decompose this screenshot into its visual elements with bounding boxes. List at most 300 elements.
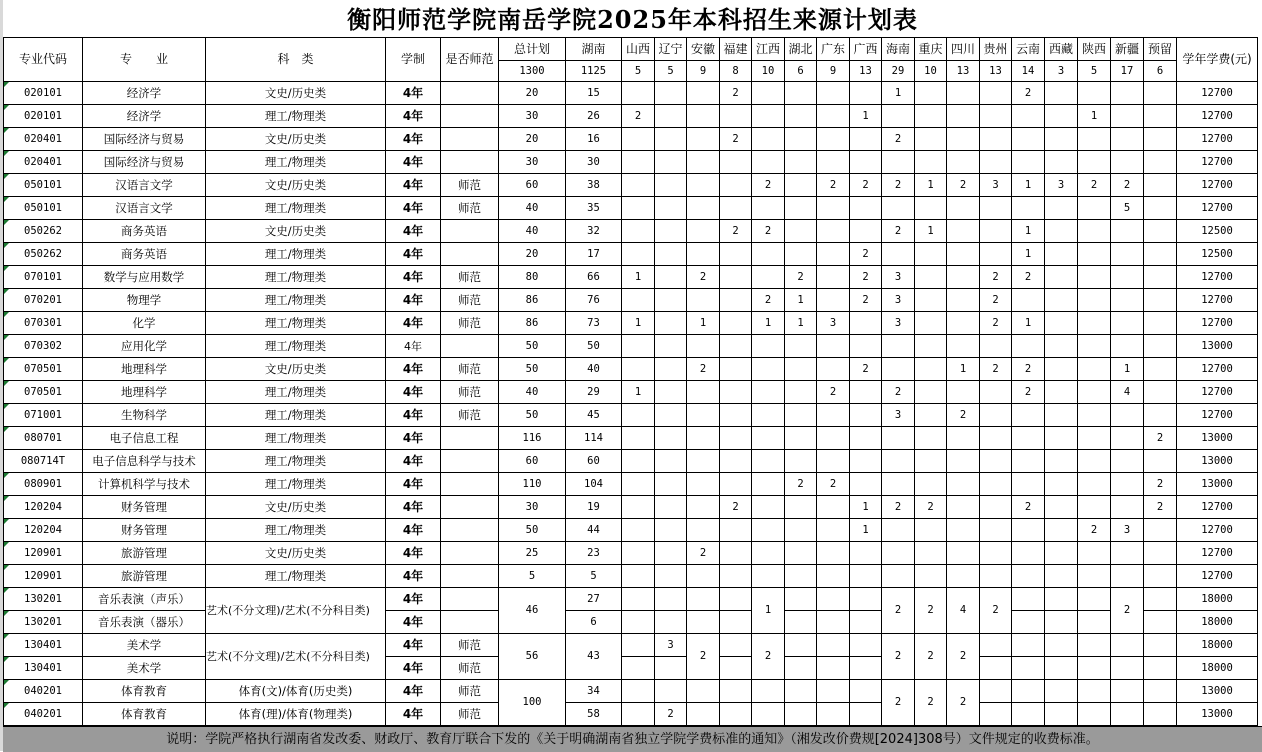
- province-plan-cell[interactable]: 2: [882, 588, 915, 634]
- province-plan-cell[interactable]: [817, 151, 850, 174]
- category-cell[interactable]: 理工/物理类: [206, 519, 386, 542]
- fee-cell[interactable]: 12700: [1177, 565, 1258, 588]
- fee-cell[interactable]: 13000: [1177, 427, 1258, 450]
- normal-flag-cell[interactable]: [441, 243, 499, 266]
- province-plan-cell[interactable]: [915, 197, 947, 220]
- province-plan-cell[interactable]: [1045, 588, 1078, 611]
- total-plan-cell[interactable]: 100: [499, 680, 566, 726]
- province-plan-cell[interactable]: [785, 128, 817, 151]
- province-plan-cell[interactable]: [1078, 634, 1111, 657]
- province-plan-cell[interactable]: 2: [1144, 427, 1177, 450]
- province-plan-cell[interactable]: 2: [980, 289, 1012, 312]
- province-plan-cell[interactable]: [980, 243, 1012, 266]
- duration-cell[interactable]: 4年: [386, 266, 441, 289]
- province-plan-cell[interactable]: [1045, 611, 1078, 634]
- category-cell[interactable]: 体育(理)/体育(物理类): [206, 703, 386, 726]
- province-plan-cell[interactable]: [850, 473, 882, 496]
- province-plan-cell[interactable]: 2: [850, 266, 882, 289]
- province-plan-cell[interactable]: [1111, 657, 1144, 680]
- province-plan-cell[interactable]: [752, 565, 785, 588]
- province-plan-cell[interactable]: 1: [785, 289, 817, 312]
- province-plan-cell[interactable]: [752, 151, 785, 174]
- total-plan-cell[interactable]: 46: [499, 588, 566, 634]
- province-plan-cell[interactable]: [1045, 197, 1078, 220]
- province-plan-cell[interactable]: [980, 473, 1012, 496]
- province-plan-cell[interactable]: 2: [752, 289, 785, 312]
- province-plan-cell[interactable]: [785, 197, 817, 220]
- province-plan-cell[interactable]: [785, 496, 817, 519]
- province-plan-cell[interactable]: [817, 243, 850, 266]
- province-plan-cell[interactable]: 2: [850, 289, 882, 312]
- province-plan-cell[interactable]: [687, 473, 720, 496]
- province-plan-cell[interactable]: [622, 358, 655, 381]
- province-plan-cell[interactable]: [720, 634, 752, 657]
- category-cell[interactable]: 理工/物理类: [206, 243, 386, 266]
- province-plan-cell[interactable]: 2: [817, 174, 850, 197]
- normal-flag-cell[interactable]: [441, 450, 499, 473]
- province-plan-cell[interactable]: [622, 174, 655, 197]
- major-name-cell[interactable]: 地理科学: [83, 381, 206, 404]
- fee-cell[interactable]: 12700: [1177, 197, 1258, 220]
- normal-flag-cell[interactable]: [441, 105, 499, 128]
- province-plan-cell[interactable]: [1144, 634, 1177, 657]
- province-plan-cell[interactable]: [1045, 657, 1078, 680]
- major-name-cell[interactable]: 体育教育: [83, 703, 206, 726]
- province-plan-cell[interactable]: [947, 473, 980, 496]
- province-plan-cell[interactable]: [817, 427, 850, 450]
- province-plan-cell[interactable]: 1: [1012, 220, 1045, 243]
- major-name-cell[interactable]: 经济学: [83, 105, 206, 128]
- province-plan-cell[interactable]: [817, 358, 850, 381]
- province-plan-cell[interactable]: [1078, 243, 1111, 266]
- major-code-cell[interactable]: [4, 266, 83, 289]
- province-plan-cell[interactable]: 1: [1078, 105, 1111, 128]
- province-plan-cell[interactable]: [850, 312, 882, 335]
- province-plan-cell[interactable]: [1144, 519, 1177, 542]
- province-plan-cell[interactable]: [1012, 151, 1045, 174]
- province-plan-cell[interactable]: 2: [720, 128, 752, 151]
- province-plan-cell[interactable]: [1045, 151, 1078, 174]
- province-plan-cell[interactable]: 2: [882, 634, 915, 680]
- province-plan-cell[interactable]: [882, 473, 915, 496]
- province-plan-cell[interactable]: [687, 197, 720, 220]
- duration-cell[interactable]: 4年: [386, 588, 441, 611]
- province-plan-cell[interactable]: [915, 289, 947, 312]
- province-plan-cell[interactable]: [1012, 335, 1045, 358]
- province-plan-cell[interactable]: [1078, 588, 1111, 611]
- province-plan-cell[interactable]: [947, 243, 980, 266]
- normal-flag-cell[interactable]: [441, 82, 499, 105]
- province-plan-cell[interactable]: [752, 404, 785, 427]
- province-plan-cell[interactable]: [655, 266, 687, 289]
- major-code-cell[interactable]: [4, 82, 83, 105]
- province-plan-cell[interactable]: [915, 128, 947, 151]
- province-plan-cell[interactable]: [622, 588, 655, 611]
- province-plan-cell[interactable]: [655, 381, 687, 404]
- normal-flag-cell[interactable]: [441, 519, 499, 542]
- province-plan-cell[interactable]: 2: [980, 312, 1012, 335]
- province-plan-cell[interactable]: [785, 335, 817, 358]
- province-plan-cell[interactable]: [980, 381, 1012, 404]
- major-name-cell[interactable]: 商务英语: [83, 243, 206, 266]
- province-plan-cell[interactable]: [817, 289, 850, 312]
- province-plan-cell[interactable]: [947, 82, 980, 105]
- province-plan-cell[interactable]: [980, 427, 1012, 450]
- province-plan-cell[interactable]: 2: [947, 634, 980, 680]
- province-plan-cell[interactable]: [785, 381, 817, 404]
- fee-cell[interactable]: 12700: [1177, 381, 1258, 404]
- province-plan-cell[interactable]: [687, 565, 720, 588]
- province-plan-cell[interactable]: [622, 611, 655, 634]
- province-plan-cell[interactable]: [1144, 105, 1177, 128]
- category-cell[interactable]: 文史/历史类: [206, 496, 386, 519]
- province-plan-cell[interactable]: [785, 588, 817, 611]
- province-plan-cell[interactable]: [1078, 680, 1111, 703]
- province-plan-cell[interactable]: 3: [817, 312, 850, 335]
- province-plan-cell[interactable]: [915, 82, 947, 105]
- province-plan-cell[interactable]: [947, 197, 980, 220]
- total-plan-cell[interactable]: 80: [499, 266, 566, 289]
- normal-flag-cell[interactable]: [441, 588, 499, 611]
- category-cell[interactable]: 理工/物理类: [206, 427, 386, 450]
- major-name-cell[interactable]: 数学与应用数学: [83, 266, 206, 289]
- normal-flag-cell[interactable]: 师范: [441, 634, 499, 657]
- province-plan-cell[interactable]: [720, 542, 752, 565]
- province-plan-cell[interactable]: [850, 220, 882, 243]
- province-plan-cell[interactable]: 2: [882, 128, 915, 151]
- province-plan-cell[interactable]: 1: [1012, 312, 1045, 335]
- province-plan-cell[interactable]: [1078, 381, 1111, 404]
- province-plan-cell[interactable]: [915, 243, 947, 266]
- province-plan-cell[interactable]: [915, 381, 947, 404]
- province-plan-cell[interactable]: [1144, 312, 1177, 335]
- major-name-cell[interactable]: 财务管理: [83, 496, 206, 519]
- province-plan-cell[interactable]: 2: [1012, 266, 1045, 289]
- province-plan-cell[interactable]: [980, 496, 1012, 519]
- province-plan-cell[interactable]: [687, 611, 720, 634]
- province-plan-cell[interactable]: [817, 128, 850, 151]
- province-plan-cell[interactable]: 2: [947, 404, 980, 427]
- province-plan-cell[interactable]: [915, 404, 947, 427]
- duration-cell[interactable]: 4年: [386, 634, 441, 657]
- major-name-cell[interactable]: 物理学: [83, 289, 206, 312]
- duration-cell[interactable]: 4年: [386, 496, 441, 519]
- province-plan-cell[interactable]: 1: [850, 496, 882, 519]
- province-plan-cell[interactable]: [850, 611, 882, 634]
- category-cell[interactable]: 理工/物理类: [206, 105, 386, 128]
- province-plan-cell[interactable]: [1012, 703, 1045, 726]
- major-code-cell[interactable]: [4, 358, 83, 381]
- province-plan-cell[interactable]: [1111, 243, 1144, 266]
- province-plan-cell[interactable]: 1: [915, 174, 947, 197]
- province-plan-cell[interactable]: [850, 680, 882, 703]
- province-plan-cell[interactable]: [947, 496, 980, 519]
- province-plan-cell[interactable]: 2: [1144, 496, 1177, 519]
- hunan-plan-cell[interactable]: 26: [566, 105, 622, 128]
- province-plan-cell[interactable]: [817, 588, 850, 611]
- province-plan-cell[interactable]: 2: [1012, 381, 1045, 404]
- province-plan-cell[interactable]: [655, 243, 687, 266]
- province-plan-cell[interactable]: [915, 519, 947, 542]
- province-plan-cell[interactable]: [882, 358, 915, 381]
- province-plan-cell[interactable]: [1045, 680, 1078, 703]
- province-plan-cell[interactable]: 3: [882, 404, 915, 427]
- province-plan-cell[interactable]: [687, 174, 720, 197]
- province-plan-cell[interactable]: [622, 634, 655, 657]
- major-name-cell[interactable]: 音乐表演（器乐）: [83, 611, 206, 634]
- province-plan-cell[interactable]: [655, 588, 687, 611]
- province-plan-cell[interactable]: [980, 105, 1012, 128]
- hunan-plan-cell[interactable]: 44: [566, 519, 622, 542]
- total-plan-cell[interactable]: 60: [499, 174, 566, 197]
- normal-flag-cell[interactable]: 师范: [441, 703, 499, 726]
- province-plan-cell[interactable]: [817, 565, 850, 588]
- province-plan-cell[interactable]: 1: [1012, 174, 1045, 197]
- province-plan-cell[interactable]: [1012, 565, 1045, 588]
- province-plan-cell[interactable]: [947, 542, 980, 565]
- province-plan-cell[interactable]: [655, 289, 687, 312]
- province-plan-cell[interactable]: [655, 197, 687, 220]
- province-plan-cell[interactable]: [622, 128, 655, 151]
- fee-cell[interactable]: 18000: [1177, 634, 1258, 657]
- province-plan-cell[interactable]: 2: [915, 680, 947, 726]
- major-code-cell[interactable]: [4, 611, 83, 634]
- province-plan-cell[interactable]: [1078, 220, 1111, 243]
- duration-cell[interactable]: 4年: [386, 519, 441, 542]
- province-plan-cell[interactable]: [1078, 427, 1111, 450]
- total-plan-cell[interactable]: 50: [499, 519, 566, 542]
- province-plan-cell[interactable]: [947, 381, 980, 404]
- province-plan-cell[interactable]: [687, 151, 720, 174]
- normal-flag-cell[interactable]: [441, 335, 499, 358]
- major-code-cell[interactable]: [4, 588, 83, 611]
- province-plan-cell[interactable]: 2: [1111, 174, 1144, 197]
- province-plan-cell[interactable]: [622, 473, 655, 496]
- fee-cell[interactable]: 13000: [1177, 450, 1258, 473]
- province-plan-cell[interactable]: [655, 82, 687, 105]
- province-plan-cell[interactable]: [947, 427, 980, 450]
- province-plan-cell[interactable]: [817, 519, 850, 542]
- province-plan-cell[interactable]: [622, 450, 655, 473]
- province-plan-cell[interactable]: [1144, 243, 1177, 266]
- province-plan-cell[interactable]: [1078, 542, 1111, 565]
- province-plan-cell[interactable]: [1045, 220, 1078, 243]
- major-name-cell[interactable]: 财务管理: [83, 519, 206, 542]
- province-plan-cell[interactable]: 2: [882, 496, 915, 519]
- province-plan-cell[interactable]: [1144, 680, 1177, 703]
- category-cell[interactable]: 理工/物理类: [206, 335, 386, 358]
- province-plan-cell[interactable]: [1078, 312, 1111, 335]
- hunan-plan-cell[interactable]: 58: [566, 703, 622, 726]
- province-plan-cell[interactable]: [980, 220, 1012, 243]
- province-plan-cell[interactable]: [850, 450, 882, 473]
- province-plan-cell[interactable]: [915, 312, 947, 335]
- province-plan-cell[interactable]: [1045, 289, 1078, 312]
- province-plan-cell[interactable]: [947, 128, 980, 151]
- category-cell[interactable]: 文史/历史类: [206, 220, 386, 243]
- province-plan-cell[interactable]: [655, 335, 687, 358]
- province-plan-cell[interactable]: [947, 289, 980, 312]
- province-plan-cell[interactable]: [1045, 703, 1078, 726]
- province-plan-cell[interactable]: 2: [980, 266, 1012, 289]
- hunan-plan-cell[interactable]: 114: [566, 427, 622, 450]
- province-plan-cell[interactable]: [720, 289, 752, 312]
- normal-flag-cell[interactable]: 师范: [441, 404, 499, 427]
- province-plan-cell[interactable]: [752, 381, 785, 404]
- hunan-plan-cell[interactable]: 35: [566, 197, 622, 220]
- province-plan-cell[interactable]: 1: [882, 82, 915, 105]
- major-code-cell[interactable]: [4, 473, 83, 496]
- province-plan-cell[interactable]: [850, 381, 882, 404]
- province-plan-cell[interactable]: [752, 105, 785, 128]
- province-plan-cell[interactable]: 2: [817, 381, 850, 404]
- province-plan-cell[interactable]: 1: [785, 312, 817, 335]
- duration-cell[interactable]: 4年: [386, 197, 441, 220]
- province-plan-cell[interactable]: [1078, 82, 1111, 105]
- duration-cell[interactable]: 4年: [386, 358, 441, 381]
- province-plan-cell[interactable]: 3: [882, 312, 915, 335]
- province-plan-cell[interactable]: [752, 496, 785, 519]
- hunan-plan-cell[interactable]: 76: [566, 289, 622, 312]
- province-plan-cell[interactable]: 1: [850, 105, 882, 128]
- province-plan-cell[interactable]: [687, 105, 720, 128]
- province-plan-cell[interactable]: [817, 611, 850, 634]
- province-plan-cell[interactable]: 2: [687, 358, 720, 381]
- province-plan-cell[interactable]: [1111, 680, 1144, 703]
- province-plan-cell[interactable]: 2: [882, 220, 915, 243]
- category-cell[interactable]: 理工/物理类: [206, 473, 386, 496]
- province-plan-cell[interactable]: [1045, 404, 1078, 427]
- fee-cell[interactable]: 12700: [1177, 174, 1258, 197]
- province-plan-cell[interactable]: [817, 335, 850, 358]
- province-plan-cell[interactable]: [687, 519, 720, 542]
- province-plan-cell[interactable]: [720, 312, 752, 335]
- major-code-cell[interactable]: [4, 565, 83, 588]
- category-cell[interactable]: 理工/物理类: [206, 381, 386, 404]
- normal-flag-cell[interactable]: 师范: [441, 680, 499, 703]
- province-plan-cell[interactable]: [785, 611, 817, 634]
- hunan-plan-cell[interactable]: 38: [566, 174, 622, 197]
- province-plan-cell[interactable]: [785, 565, 817, 588]
- province-plan-cell[interactable]: [1012, 473, 1045, 496]
- total-plan-cell[interactable]: 40: [499, 220, 566, 243]
- province-plan-cell[interactable]: 2: [947, 174, 980, 197]
- province-plan-cell[interactable]: [622, 519, 655, 542]
- normal-flag-cell[interactable]: 师范: [441, 289, 499, 312]
- major-code-cell[interactable]: [4, 657, 83, 680]
- province-plan-cell[interactable]: [1111, 703, 1144, 726]
- category-cell[interactable]: 文史/历史类: [206, 358, 386, 381]
- province-plan-cell[interactable]: [850, 634, 882, 657]
- normal-flag-cell[interactable]: 师范: [441, 266, 499, 289]
- province-plan-cell[interactable]: [785, 151, 817, 174]
- province-plan-cell[interactable]: [1012, 427, 1045, 450]
- province-plan-cell[interactable]: [947, 335, 980, 358]
- normal-flag-cell[interactable]: [441, 220, 499, 243]
- major-code-cell[interactable]: [4, 220, 83, 243]
- major-name-cell[interactable]: 汉语言文学: [83, 174, 206, 197]
- province-plan-cell[interactable]: 2: [850, 243, 882, 266]
- major-name-cell[interactable]: 音乐表演（声乐）: [83, 588, 206, 611]
- normal-flag-cell[interactable]: 师范: [441, 381, 499, 404]
- province-plan-cell[interactable]: [1144, 335, 1177, 358]
- province-plan-cell[interactable]: 2: [1111, 588, 1144, 634]
- major-code-cell[interactable]: [4, 105, 83, 128]
- major-name-cell[interactable]: 美术学: [83, 634, 206, 657]
- major-name-cell[interactable]: 计算机科学与技术: [83, 473, 206, 496]
- province-plan-cell[interactable]: 2: [655, 703, 687, 726]
- total-plan-cell[interactable]: 50: [499, 358, 566, 381]
- total-plan-cell[interactable]: 30: [499, 151, 566, 174]
- province-plan-cell[interactable]: [1045, 358, 1078, 381]
- province-plan-cell[interactable]: [752, 266, 785, 289]
- province-plan-cell[interactable]: [1111, 473, 1144, 496]
- fee-cell[interactable]: 12700: [1177, 128, 1258, 151]
- province-plan-cell[interactable]: [1111, 151, 1144, 174]
- province-plan-cell[interactable]: [1012, 105, 1045, 128]
- province-plan-cell[interactable]: [720, 473, 752, 496]
- province-plan-cell[interactable]: [655, 657, 687, 680]
- province-plan-cell[interactable]: [1078, 703, 1111, 726]
- province-plan-cell[interactable]: [980, 82, 1012, 105]
- province-plan-cell[interactable]: [947, 151, 980, 174]
- total-plan-cell[interactable]: 116: [499, 427, 566, 450]
- fee-cell[interactable]: 12500: [1177, 220, 1258, 243]
- province-plan-cell[interactable]: 3: [655, 634, 687, 657]
- province-plan-cell[interactable]: [687, 243, 720, 266]
- province-plan-cell[interactable]: [980, 450, 1012, 473]
- province-plan-cell[interactable]: [622, 82, 655, 105]
- province-plan-cell[interactable]: [655, 542, 687, 565]
- province-plan-cell[interactable]: [622, 243, 655, 266]
- fee-cell[interactable]: 12700: [1177, 358, 1258, 381]
- province-plan-cell[interactable]: [622, 220, 655, 243]
- category-cell[interactable]: 文史/历史类: [206, 128, 386, 151]
- major-code-cell[interactable]: [4, 197, 83, 220]
- province-plan-cell[interactable]: 2: [687, 542, 720, 565]
- normal-flag-cell[interactable]: [441, 151, 499, 174]
- province-plan-cell[interactable]: [655, 427, 687, 450]
- province-plan-cell[interactable]: 2: [720, 82, 752, 105]
- hunan-plan-cell[interactable]: 104: [566, 473, 622, 496]
- province-plan-cell[interactable]: [720, 703, 752, 726]
- duration-cell[interactable]: 4年: [386, 680, 441, 703]
- province-plan-cell[interactable]: [752, 542, 785, 565]
- province-plan-cell[interactable]: 2: [622, 105, 655, 128]
- province-plan-cell[interactable]: [980, 404, 1012, 427]
- province-plan-cell[interactable]: [785, 427, 817, 450]
- hunan-plan-cell[interactable]: 27: [566, 588, 622, 611]
- province-plan-cell[interactable]: [1045, 565, 1078, 588]
- province-plan-cell[interactable]: [752, 680, 785, 703]
- normal-flag-cell[interactable]: 师范: [441, 657, 499, 680]
- province-plan-cell[interactable]: [785, 450, 817, 473]
- normal-flag-cell[interactable]: 师范: [441, 358, 499, 381]
- province-plan-cell[interactable]: [1012, 611, 1045, 634]
- category-cell[interactable]: 理工/物理类: [206, 289, 386, 312]
- total-plan-cell[interactable]: 20: [499, 128, 566, 151]
- province-plan-cell[interactable]: [1144, 703, 1177, 726]
- hunan-plan-cell[interactable]: 60: [566, 450, 622, 473]
- province-plan-cell[interactable]: [1111, 542, 1144, 565]
- province-plan-cell[interactable]: [882, 243, 915, 266]
- province-plan-cell[interactable]: [687, 588, 720, 611]
- major-code-cell[interactable]: [4, 151, 83, 174]
- total-plan-cell[interactable]: 20: [499, 82, 566, 105]
- province-plan-cell[interactable]: [752, 335, 785, 358]
- province-plan-cell[interactable]: [622, 657, 655, 680]
- hunan-plan-cell[interactable]: 34: [566, 680, 622, 703]
